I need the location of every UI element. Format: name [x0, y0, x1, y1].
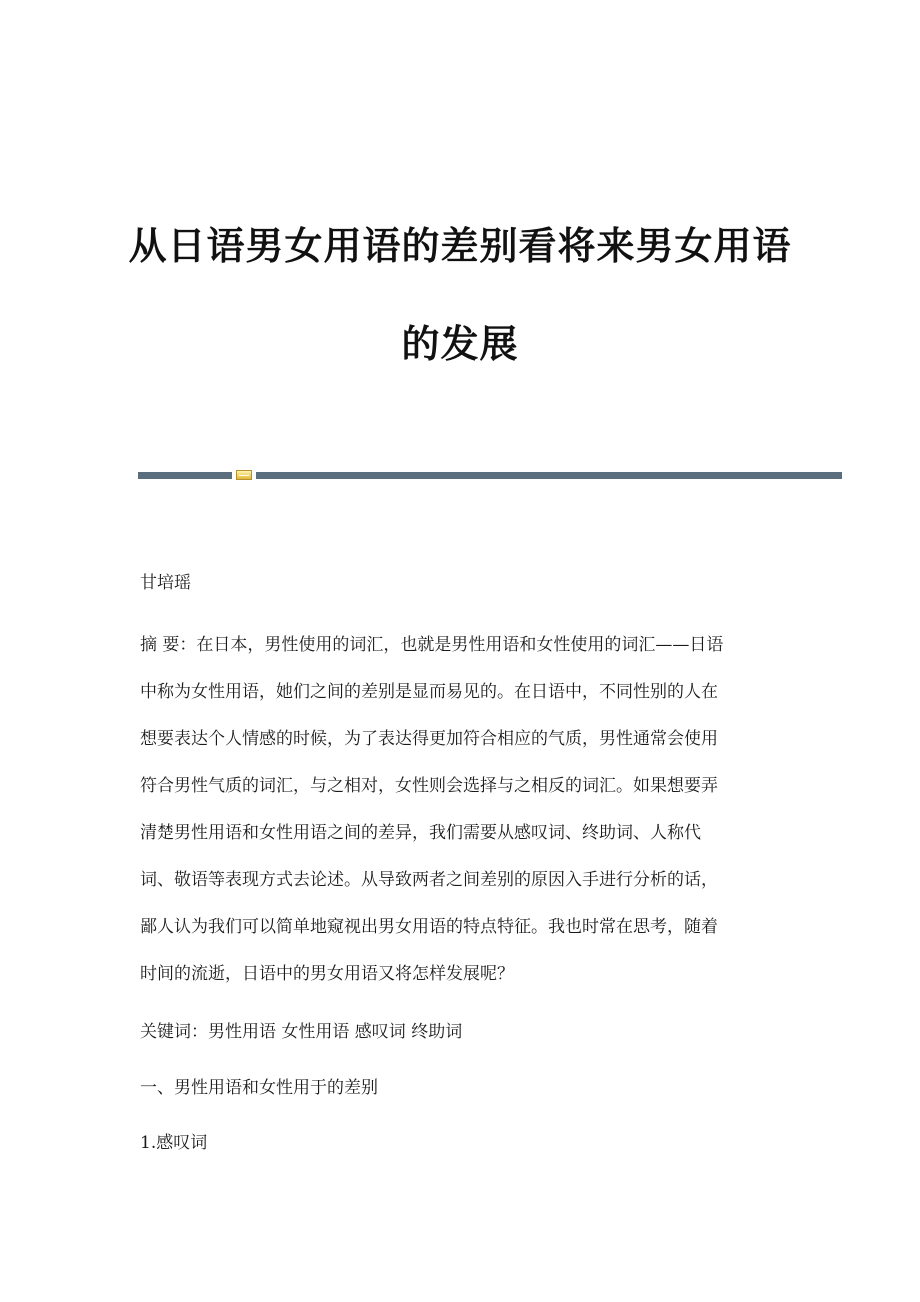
abstract-line: 中称为女性用语，她们之间的差别是显而易见的。在日语中，不同性别的人在	[140, 682, 718, 702]
abstract-line: 词、敬语等表现方式去论述。从导致两者之间差别的原因入手进行分析的话，	[140, 870, 718, 890]
document-title-line-1: 从日语男女用语的差别看将来男女用语	[128, 224, 792, 268]
divider-bar-right	[256, 472, 842, 479]
abstract-line: 摘 要：在日本，男性使用的词汇，也就是男性用语和女性使用的词汇——日语	[140, 635, 724, 655]
abstract-line: 时间的流逝，日语中的男女用语又将怎样发展呢？	[140, 964, 514, 984]
subsection-heading: 1.感叹词	[140, 1133, 208, 1153]
document-title-line-2: 的发展	[401, 322, 519, 366]
divider-bar-left	[138, 472, 232, 479]
abstract-line: 想要表达个人情感的时候，为了表达得更加符合相应的气质，男性通常会使用	[140, 729, 718, 749]
author-name: 甘培瑶	[140, 573, 191, 593]
decorative-divider	[138, 470, 842, 480]
abstract-paragraph	[140, 622, 790, 998]
abstract-line: 符合男性气质的词汇，与之相对，女性则会选择与之相反的词汇。如果想要弄	[140, 776, 718, 796]
ornament-icon	[236, 470, 252, 480]
section-heading: 一、男性用语和女性用于的差别	[140, 1078, 378, 1098]
abstract-line: 鄙人认为我们可以简单地窥视出男女用语的特点特征。我也时常在思考，随着	[140, 917, 718, 937]
keywords-line: 关键词：男性用语 女性用语 感叹词 终助词	[140, 1022, 463, 1042]
abstract-line: 清楚男性用语和女性用语之间的差异，我们需要从感叹词、终助词、人称代	[140, 823, 701, 843]
